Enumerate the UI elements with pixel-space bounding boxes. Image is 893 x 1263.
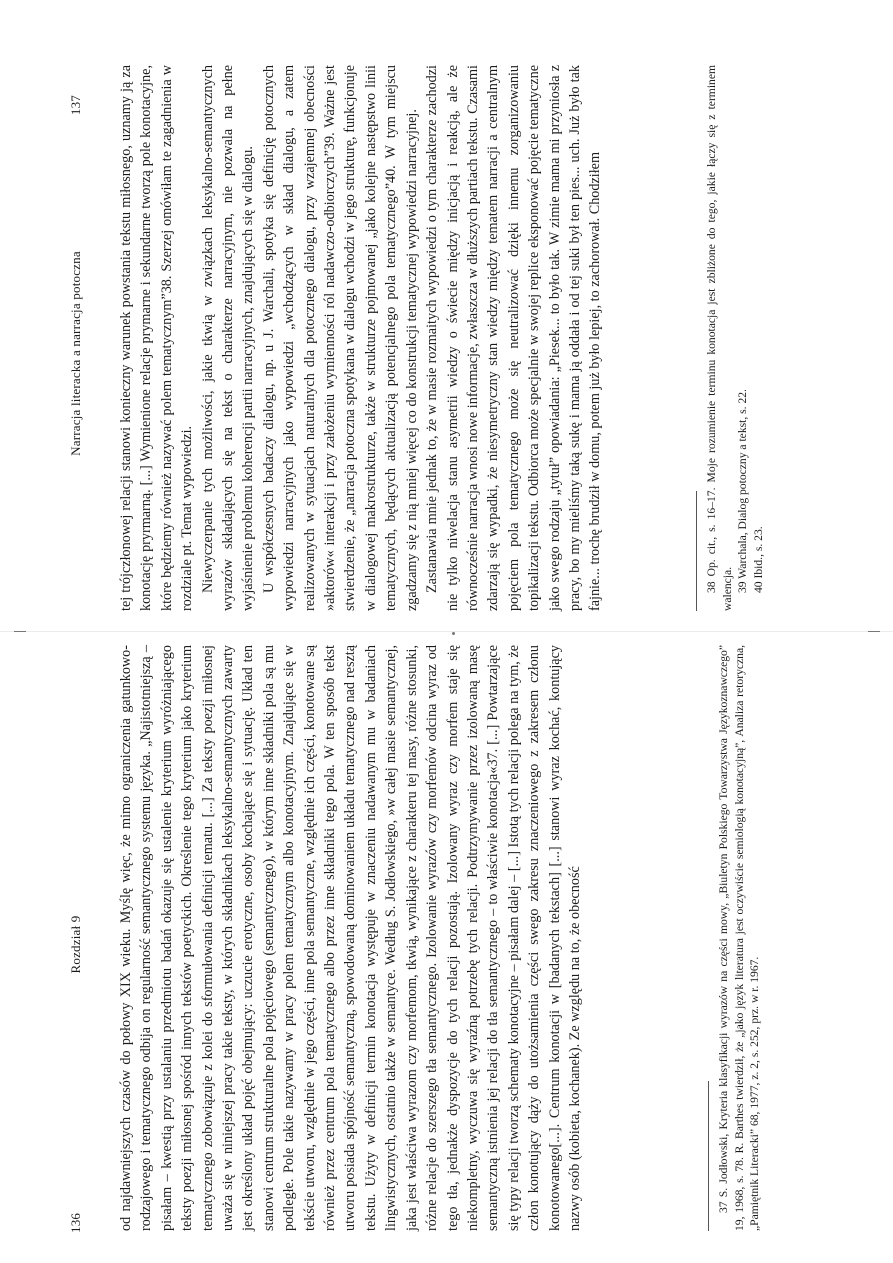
scan-mark-bottom [868,631,880,632]
page-gutter [0,631,893,632]
footnote-39: 39 Warchala, Dialog potoczny a tekst, s. 22. [736,389,750,593]
right-page-number: 137 [68,95,83,116]
right-page-body [116,65,606,611]
left-page [0,631,893,1263]
scan-mark-top [14,631,26,632]
right-page [0,0,893,631]
right-paragraph-2: Niewyczerpanie tych możliwości, jakie tkwią w związkach leksykalno-semantycznych wyrazów składających się na tekst o charakterze narracyjnym, nie pozwala na pełne wyjaśnienie problemu koherencji partii narracyjnych, znajdujących się w dialogu. [199,65,257,611]
right-paragraph-1: tej trójczłonowej relacji stanowi konieczny warunek powstania tekstu miłosnego, uznamy ją za konotację pryrmarną. [...] Wymienione relacje prymarne i sekundarne tworzą pole konotacyjne, które będziemy również nazywać polem tematycznym”38. Szerzej omówiłam te zagadnienia w rozdziale pt. Temat wypowiedzi. [118,65,196,611]
right-running-head: Narracja literacka a narracja potoczna [68,251,83,456]
left-running-head: Rozdział 9 [68,915,83,974]
footnote-38: 38 Op. cit., s. 16–17. Moje rozumienie terminu konotacja jest zbliżone do tego, jakie łączy się z terminem walencja. [705,65,734,611]
left-footnotes [716,645,763,1231]
left-page-number: 136 [68,1212,83,1233]
footnote-37: 37 S. Jodłowski, Kryteria klasyfikacji wyrazów na części mowy, „Biuletyn Polskiego Towarzystwa Językoznawczego” 19, 1968, s. 78. R. Barthes twierdził, że „jako język literatura jest oczywiście semiologią konotacyjną”, Analiza retoryczna, „Pamiętnik Literacki” 68, 1977, z. 2, s. 252, prz. w r. 1967. [717,645,762,1231]
right-paragraph-3: U współczesnych badaczy dialogu, np. u J. Warchali, spotyka się definicję potocznych wypowiedzi narracyjnych jako wypowiedzi „wchodzących w skład dialogu, a zatem realizowanych w sytuacjach naturalnych dla potocznego dialogu, przy wzajemnej obecności »aktorów« interakcji i przy założeniu wymienności ról nadawczo-odbiorczych”39. Ważne jest stwierdzenie, że „narracja potoczna spotykana w dialogu wchodzi w jego strukturę, funkcjonuje w dialogowej makrostrukturze, także w strukturze pojmowanej „jako kolejne następstwo linii tematycznych, będących aktualizacją potencjalnego pola tematycznego”40. W tym miejscu zgadzamy się z nią mniej więcej co do konstrukcji tematycznej wypowiedzi narracyjnej. [260,65,420,611]
right-paragraph-4: Zastanawia mnie jednak to, że w masie rozmaitych wypowiedzi o tym charakterze zachodzi nie tylko niwelacja stanu asymetrii wiedzy o świecie między inicjacją i reakcją, ale że równocześnie narracja wnosi nowe informacje, zwłaszcza w dłuższych partiach tekstu. Czasami zdarzają się wypadki, że niesymetryczny stan wiedzy między tematem narracji a centralnym pojęciem pola tematycznego może się neutralizować dzięki innemu zorganizowaniu topikalizacji tekstu. Odbiorca może specjalnie w swojej replice eksponować pojęcie tematyczne jako swego rodzaju „tytuł” opowiadania: „Piesek... to było tak. W zimie mama mi przyniosła z pracy, bo my mieliśmy taką sukę i mama ją oddała i od tej suki był ten pies... uch. Już było tak fajnie... trochę brudził w domu, potem już było lepiej, to zachorował. Chodziłem [424,65,604,611]
left-paragraph-1: od najdawniejszych czasów do połowy XIX wieku. Myślę więc, że mimo ograniczenia gatunkowo-rodzajowego i tematycznego odbija on regularność semantycznego systemu języka. „Najistotniejszą – pisałam – kwestią przy ustalaniu przedmiotu badań okazuje się ustalenie kryterium wyróżniającego teksty poezji miłosnej spośród innych tekstów poetyckich. Określenie tego kryterium jako kryterium tematycznego zobowiązuje z kolei do sformułowania definicji tematu. [...] Za teksty poezji miłosnej uważa się w niniejszej pracy takie teksty, w których składnikach leksykalno-semantycznych zawarty jest określony układ pojęć obejmujący: uczucie erotyczne, osoby kochające się i sytuację. Układ ten stanowi centrum strukturalne pola pojęciowego (semantycznego), w którym inne składniki pola są mu podległe. Pole takie nazywamy w pracy polem tematycznym albo konotacyjnym. Znajdujące się w tekście utworu, względnie w jego części, inne pola semantyczne, względnie ich części, konotowane są również przez centrum pola tematycznego albo przez inne składniki tego pola. W ten sposób tekst utworu posiada spójność semantyczną, spowodowaną dominowaniem układu tematycznego nad resztą tekstu. Użyty w definicji termin konotacja występuje w znaczeniu nadawanym mu w badaniach lingwistycznych, ostatnio także w semantyce. Według S. Jodłowskiego, »w całej masie semantycznej, jaka jest właściwa wyrazom czy morfemom, tkwią, wynikające z charakteru tej masy, różne stosunki, różne relacje do szerszego tła semantycznego. Izolowanie wyrazów czy morfemów odcina wyraz od tego tła, jednakże dyspozycje do tych relacji pozostają. Izolowany wyraz czy morfem staje się niekompletny, wyczuwa się wyraźną potrzebę tych relacji. Podtrzymywanie przez izolowaną masę semantyczną istnienia jej relacji do tła semantycznego – to właściwie konotacja«37. [...] Powtarzające się typy relacji tworzą schematy konotacyjne – pisałam dalej – [...] Istotą tych relacji polega na tym, że człon konotujący dąży do utożsamienia części swego zakresu znaczeniowego z zakresem członu konotowanego[...]. Centrum konotacji w [badanych tekstach] [...] stanowi wyraz kochać, kontujący nazwy osób (kobieta, kochanek). Ze względu na to, że obecność [118,645,583,1231]
right-footnote-rule [696,491,697,611]
left-page-body [116,645,585,1231]
right-footnotes [704,65,766,611]
scan-dot [452,632,455,635]
footnote-40: 40 Ibid., s. 23. [751,526,765,593]
left-footnote-rule [708,1081,709,1231]
